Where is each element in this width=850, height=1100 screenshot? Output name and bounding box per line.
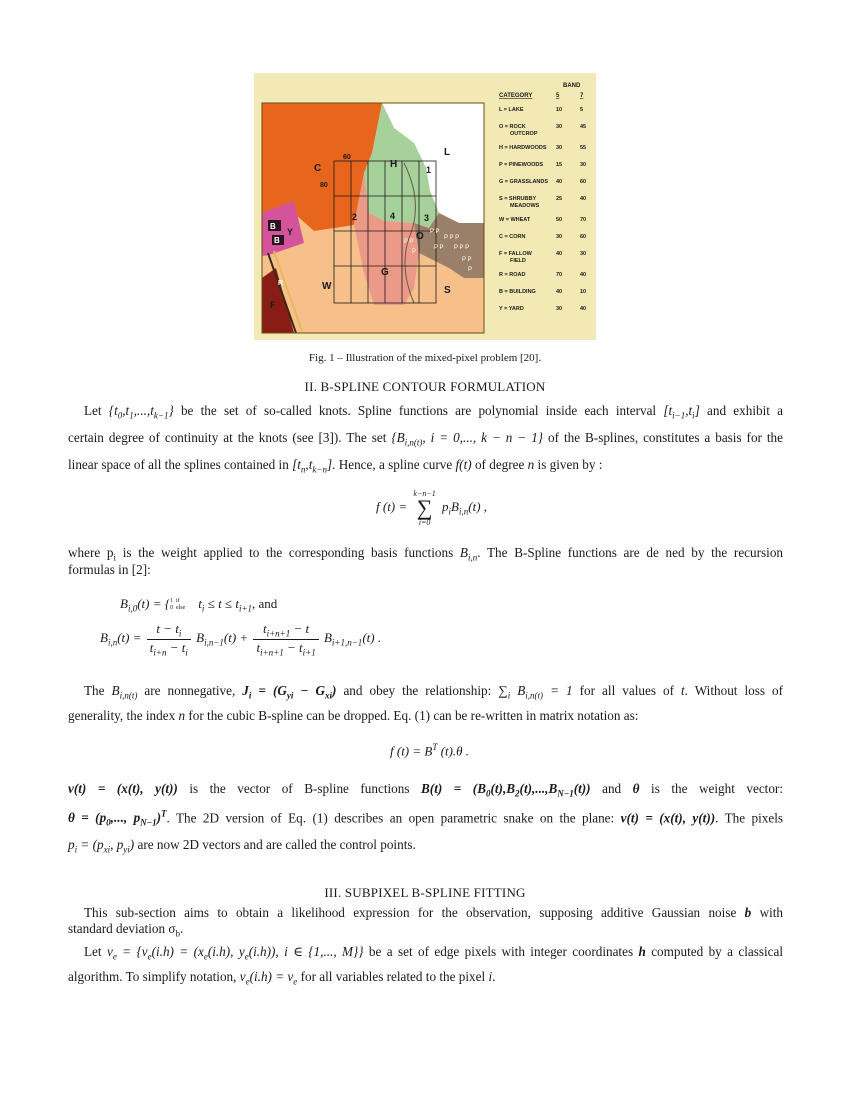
legend-row-11-label: Y = YARD xyxy=(499,306,524,312)
equation-recursion-base: $B_{i,0}(t) = \{1$ if 0 else $t_i \le t \le t_{i+1}$, and xyxy=(120,596,278,614)
legend-row-3-band5: 15 xyxy=(556,162,563,168)
figure-caption: Fig. 1 – Illustration of the mixed-pixel problem [20]. xyxy=(308,352,542,364)
legend-band5-header: 5 xyxy=(556,93,560,99)
section-2-paragraph-4-line-3: $p_i = (p_{xi}$, $p_{yi}$) are now 2D vectors and are called the control points. xyxy=(68,837,416,855)
legend-row-8-band7: 30 xyxy=(580,251,587,257)
legend-row-6-band5: 50 xyxy=(556,217,563,223)
section-2-paragraph-1-line-3: linear space of all the splines contained in $[t_n,t_{k-n}]$. Hence, a spline curve f(t) of degree n is given by : xyxy=(68,457,603,475)
legend-row-1-label: O = ROCK xyxy=(499,124,526,130)
legend-row-8-band5: 40 xyxy=(556,251,563,257)
section-2-paragraph-1-line-1: Let $\{t_0,t_1,...,t_{k-1}\}$ be the set of so-called knots. Spline functions are polynomial inside each interval $[t_{i-1},t_i]$ and exhibit a xyxy=(84,403,783,421)
label-corn: C xyxy=(314,163,322,174)
legend-row-1-label-line2: OUTCROP xyxy=(510,131,538,137)
legend-row-4-band5: 40 xyxy=(556,179,563,185)
legend-row-2-label: H = HARDWOODS xyxy=(499,145,547,151)
legend-row-8-label: F = FALLOW xyxy=(499,251,532,257)
section-heading-3 xyxy=(0,885,850,901)
legend-row-2-band7: 55 xyxy=(580,145,587,151)
legend-row-3-band7: 30 xyxy=(580,162,587,168)
label-2: 2 xyxy=(352,212,358,222)
section-2-title: B-SPLINE CONTOUR FORMULATION xyxy=(320,379,546,394)
label-lake: L xyxy=(444,147,451,158)
section-3-paragraph-1-line-1: This sub-section aims to obtain a likelihood expression for the observation, supposing additive Gaussian noise b with xyxy=(84,905,784,920)
section-3-number: III. xyxy=(324,885,342,900)
section-2-paragraph-4-line-1: v(t) = (x(t), y(t)) is the vector of B-spline functions $B(t) = (B_0(t),B_2(t),...,B_{N-1}(t))$ and θ is the weight vector: xyxy=(68,781,783,799)
legend-row-0-band7: 5 xyxy=(580,107,584,113)
legend-row-11-band5: 30 xyxy=(556,306,563,312)
label-fallow: F xyxy=(270,300,276,310)
label-wheat: W xyxy=(322,281,332,292)
svg-text:P: P xyxy=(412,249,417,255)
label-1: 1 xyxy=(426,165,432,175)
legend-row-6-band7: 70 xyxy=(580,217,587,223)
svg-text:P P P: P P P xyxy=(444,235,460,241)
legend-row-5-label: S = SHRUBBY xyxy=(499,196,537,202)
legend-row-2-band5: 30 xyxy=(556,145,563,151)
svg-text:P: P xyxy=(468,267,473,273)
legend-row-5-band5: 25 xyxy=(556,196,563,202)
legend-row-0-band5: 10 xyxy=(556,107,563,113)
section-2-paragraph-1-line-2: certain degree of continuity at the knots (see [3]). The set {$B_{i,n(t)}$, i = 0,..., k − n − 1} of the B-splines, constitutes a basis for the xyxy=(68,430,783,448)
section-2-paragraph-4-line-2: $\theta = (p_0$,..., $p_{N-1})^T$. The 2D version of Eq. (1) describes an open parametric snake on the plane: v(t) = (x(t), y(t)). The pixels xyxy=(68,809,783,829)
land-cover-map xyxy=(262,103,484,333)
land-cover-figure xyxy=(254,73,596,340)
label-80: 80 xyxy=(320,182,328,189)
legend-band-header: BAND xyxy=(563,83,581,89)
legend-row-4-band7: 60 xyxy=(580,179,587,185)
section-3-title: SUBPIXEL B-SPLINE FITTING xyxy=(344,885,526,900)
legend-row-10-label: B = BUILDING xyxy=(499,289,536,295)
legend-row-9-label: R = ROAD xyxy=(499,272,526,278)
section-2-number: II. xyxy=(304,379,318,394)
section-2-paragraph-3-line-1: The $B_{i,n(t)}$ are nonnegative, $J_i = (G_{yi} - G_{xi})$ and obey the relationship: $\sum_i$ $B_{i,n(t)} = 1$ for all values of t. Without loss of xyxy=(84,683,784,701)
label-60: 60 xyxy=(343,154,351,161)
legend-row-1-band7: 45 xyxy=(580,124,587,130)
legend-row-10-band7: 10 xyxy=(580,289,587,295)
label-yard: Y xyxy=(287,227,294,237)
section-heading-2 xyxy=(0,379,850,395)
legend-row-10-band5: 40 xyxy=(556,289,563,295)
section-2-paragraph-2-line-2: formulas in [2]: xyxy=(68,562,151,577)
label-building-1: B xyxy=(270,222,276,231)
legend-row-6-label: W = WHEAT xyxy=(499,217,531,223)
svg-text:P P: P P xyxy=(434,245,444,251)
legend-category-header: CATEGORY xyxy=(499,93,533,99)
label-shrubby: S xyxy=(444,285,451,296)
legend-row-11-band7: 40 xyxy=(580,306,587,312)
svg-text:P P: P P xyxy=(430,229,440,235)
label-building-2: B xyxy=(274,236,280,245)
svg-text:P P: P P xyxy=(462,257,472,263)
legend-band7-header: 7 xyxy=(580,93,584,99)
legend-row-0-label: L = LAKE xyxy=(499,107,524,113)
svg-text:P P: P P xyxy=(404,239,414,245)
legend-row-5-band7: 40 xyxy=(580,196,587,202)
legend-row-9-band7: 40 xyxy=(580,272,587,278)
section-3-paragraph-2-line-1: Let $v_e = \{v_e(i.h) = (x_e(i.h)$, $y_e(i.h)$), i ∈ {1,..., M}} be a set of edge pixels with integer coordinates h computed by a classical xyxy=(84,944,784,962)
legend-row-8-label-line2: FIELD xyxy=(510,258,526,264)
legend-row-7-band7: 60 xyxy=(580,234,587,240)
legend-row-7-label: C = CORN xyxy=(499,234,526,240)
section-3-paragraph-1-line-2: standard deviation $\sigma_b$. xyxy=(68,921,184,939)
label-road: R xyxy=(278,280,284,287)
label-4: 4 xyxy=(390,211,396,221)
section-2-paragraph-2-line-1: where $p_i$ is the weight applied to the corresponding basis functions $B_{i,n}$. The B-Spline functions are de ned by the recursion xyxy=(68,545,784,563)
legend-row-9-band5: 70 xyxy=(556,272,563,278)
equation-recursion: $B_{i,n}(t)$ = $\frac{t - t_i}{t_{i+n} - t_i}$ $B_{i,n-1}(t)$ + $\frac{t_{i+n+1} - t}{t_{i+n+1} - t_{i+1}}$ $B_{i+1,n-1}(t)$ . xyxy=(100,621,382,658)
section-3-paragraph-2-line-2: algorithm. To simplify notation, $v_e(i.h) = v_e$ for all variables related to the pixel i. xyxy=(68,969,496,987)
label-grassland: G xyxy=(381,267,389,278)
legend-row-5-label-line2: MEADOWS xyxy=(510,203,540,209)
label-rock: O xyxy=(416,231,424,242)
equation-matrix-form: f $(t) = B^T$ (t).θ . xyxy=(390,742,470,759)
legend-row-1-band5: 30 xyxy=(556,124,563,130)
legend-row-4-label: G = GRASSLANDS xyxy=(499,179,549,185)
section-2-paragraph-3-line-2: generality, the index n for the cubic B-spline can be dropped. Eq. (1) can be re-written in matrix notation as: xyxy=(68,708,639,723)
legend-row-7-band5: 30 xyxy=(556,234,563,240)
equation-spline-sum: f (t) = k−n−1 ∑ i=0 $p_iB_{i,n}(t)$ , xyxy=(376,489,488,527)
label-3: 3 xyxy=(424,213,430,223)
legend-row-3-label: P = PINEWOODS xyxy=(499,162,544,168)
svg-text:P P P: P P P xyxy=(454,245,470,251)
label-hardwoods: H xyxy=(390,159,398,170)
